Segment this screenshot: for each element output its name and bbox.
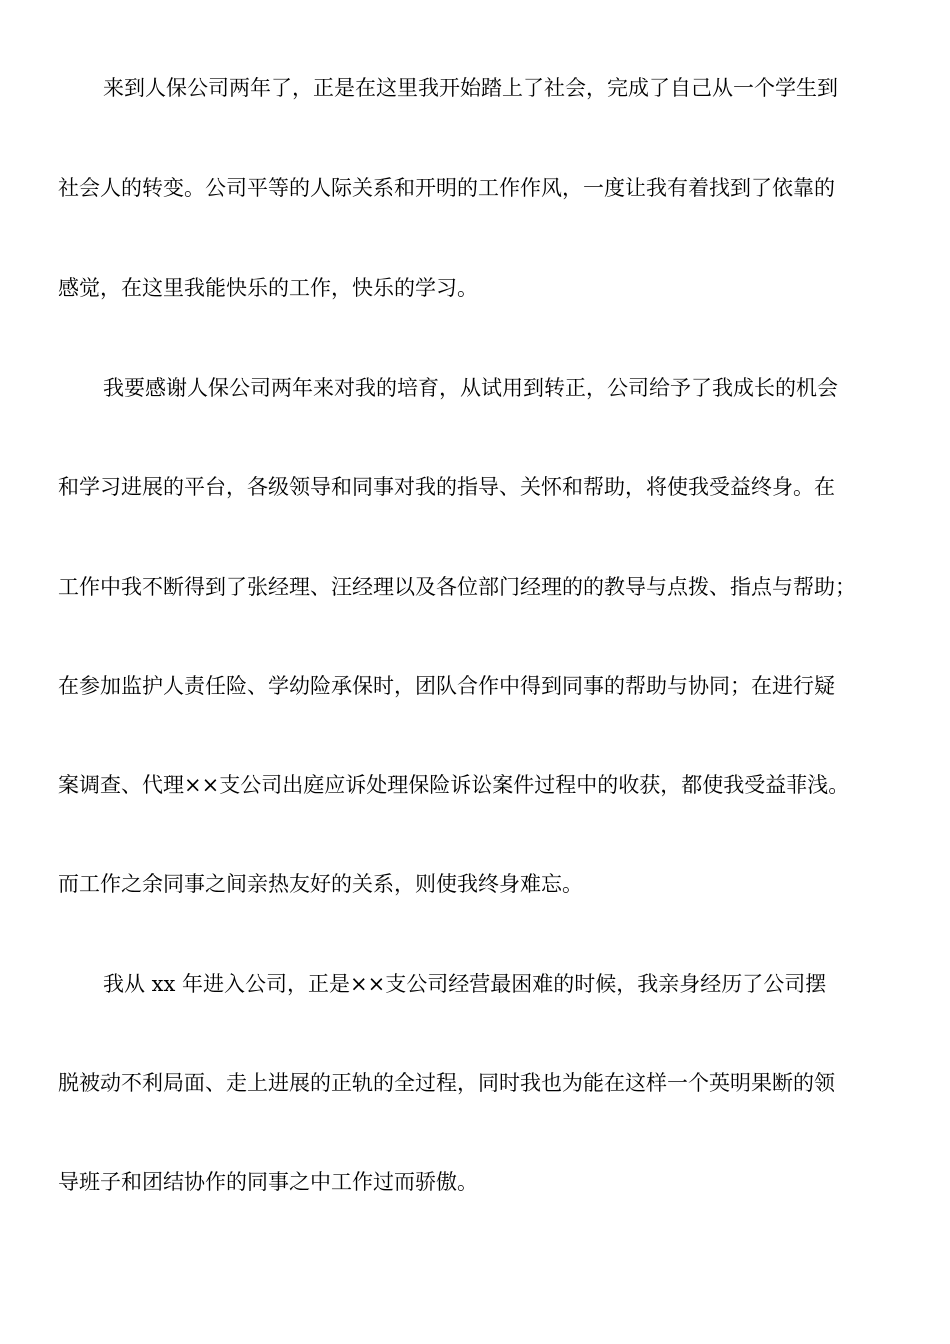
paragraph-2-line-2: 和学习进展的平台，各级领导和同事对我的指导、关怀和帮助，将使我受益终身。在 — [58, 475, 835, 499]
paragraph-1-line-3: 感觉，在这里我能快乐的工作，快乐的学习。 — [58, 276, 478, 300]
paragraph-1-line-2: 社会人的转变。公司平等的人际关系和开明的工作作风，一度让我有着找到了依靠的 — [58, 176, 835, 200]
paragraph-1-line-1: 来到人保公司两年了，正是在这里我开始踏上了社会，完成了自己从一个学生到 — [103, 76, 838, 100]
paragraph-2-line-3: 工作中我不断得到了张经理、汪经理以及各位部门经理的的教导与点拨、指点与帮助； — [58, 575, 856, 599]
paragraph-2-line-1: 我要感谢人保公司两年来对我的培育，从试用到转正，公司给予了我成长的机会 — [103, 376, 838, 400]
paragraph-2-line-5: 案调查、代理××支公司出庭应诉处理保险诉讼案件过程中的收获，都使我受益菲浅。 — [58, 773, 850, 797]
paragraph-2-line-4: 在参加监护人责任险、学幼险承保时，团队合作中得到同事的帮助与协同；在进行疑 — [58, 674, 835, 698]
paragraph-3-line-3: 导班子和团结协作的同事之中工作过而骄傲。 — [58, 1170, 478, 1194]
paragraph-2-line-6: 而工作之余同事之间亲热友好的关系，则使我终身难忘。 — [58, 872, 583, 896]
paragraph-3-line-1: 我从 xx 年进入公司，正是××支公司经营最困难的时候，我亲身经历了公司摆 — [103, 972, 827, 996]
paragraph-3-line-2: 脱被动不利局面、走上进展的正轨的全过程，同时我也为能在这样一个英明果断的领 — [58, 1071, 835, 1095]
